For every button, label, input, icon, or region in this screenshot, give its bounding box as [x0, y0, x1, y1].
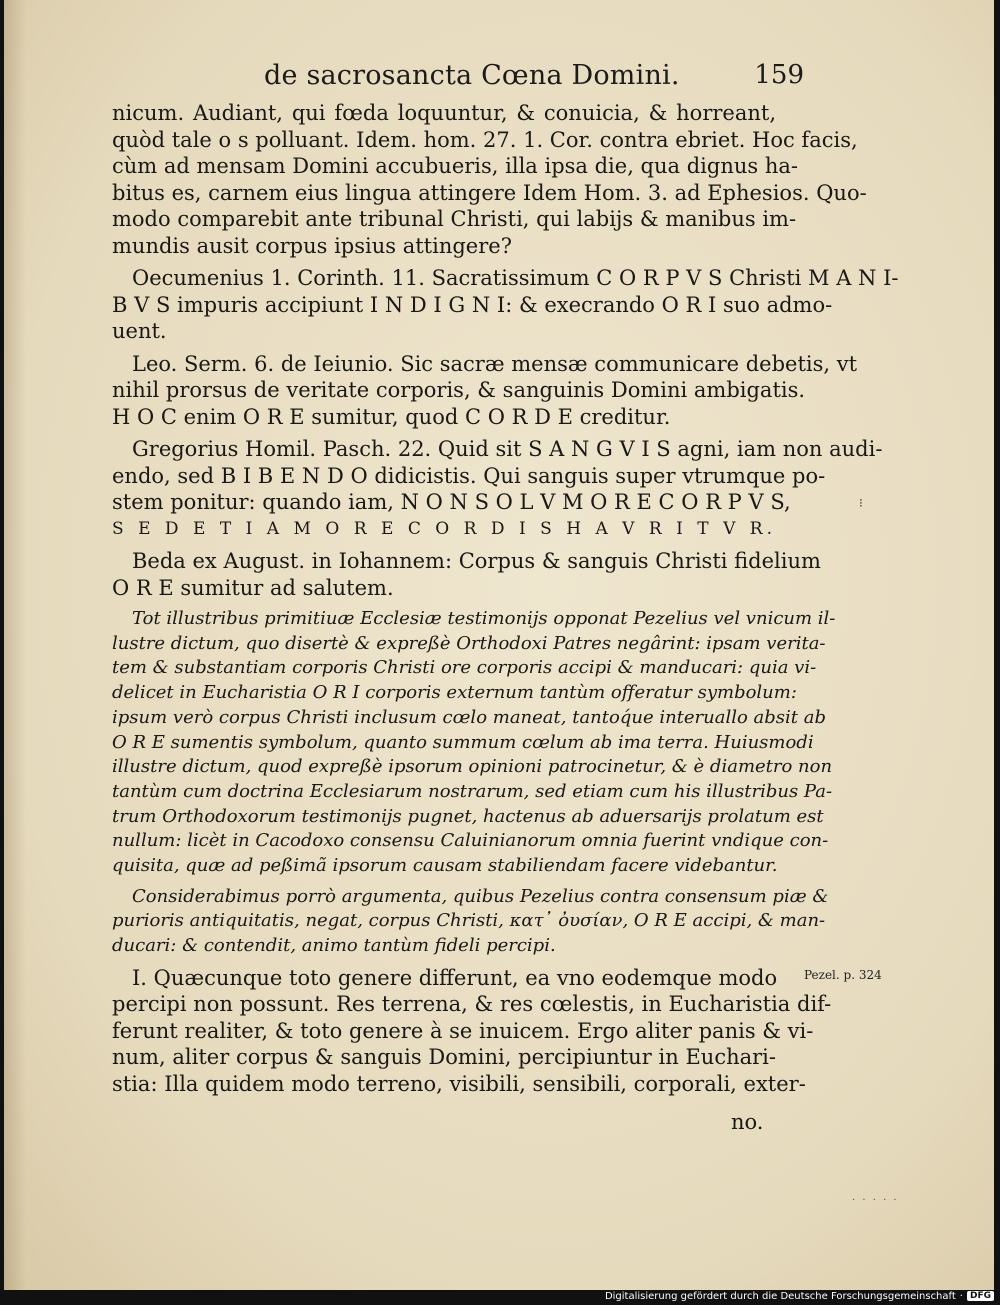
argument-line: percipi non possunt. Res terrena, & res cœlestis, in Eucharistia dif-: [112, 992, 832, 1017]
text-line: quòd tale o s polluant. Idem. hom. 27. 1. Cor. contra ebriet. Hoc facis,: [112, 127, 858, 152]
text-line: H O C enim O R E sumitur, quod C O R D E creditur.: [112, 404, 671, 429]
text-line: Beda ex August. in Iohannem: Corpus & sanguis Christi fidelium: [132, 549, 821, 573]
text-line: Leo. Serm. 6. de Ieiunio. Sic sacræ mensæ communicare debetis, vt: [132, 351, 858, 376]
text-line: S E D E T I A M O R E C O R D I S H A V R I T V R.: [112, 518, 776, 539]
running-title: de sacrosancta Cœna Domini.: [264, 60, 680, 91]
text-line: stem ponitur: quando iam, N O N S O L V M O R E C O R P V S,: [112, 490, 791, 514]
commentary-line: quisita, quæ ad peßimã ipsorum causam stabiliendam facere videbantur.: [112, 855, 778, 877]
footer-credit: Digitalisierung gefördert durch die Deutsche Forschungsgemeinschaft: [604, 1290, 956, 1302]
text-line: nihil prorsus de veritate corporis, & sanguinis Domini ambigatis.: [112, 378, 806, 402]
digitization-footer: Digitalisierung gefördert durch die Deutsche Forschungsgemeinschaft · DFG: [605, 1289, 994, 1303]
margin-mark: ⁝: [859, 496, 863, 510]
commentary-line: tantùm cum doctrina Ecclesiarum nostrarum, sed etiam cum his illustribus Pa-: [112, 780, 833, 802]
page-number: 159: [754, 60, 804, 90]
commentary-line: tem & substantiam corporis Christi ore corporis accipi & manducari: quia vi-: [112, 657, 817, 679]
text-line: mundis ausit corpus ipsius attingere?: [112, 233, 512, 258]
commentary-block: [112, 607, 836, 959]
catchword: no.: [731, 1110, 764, 1134]
text-line: Gregorius Homil. Pasch. 22. Quid sit S A N G V I S agni, iam non audi-: [132, 437, 883, 461]
dfg-logo-icon: DFG: [967, 1291, 994, 1301]
argument-line: ferunt realiter, & toto genere à se inuicem. Ergo aliter panis & vi-: [112, 1018, 814, 1043]
commentary-line: O R E sumentis symbolum, quanto summum cœlum ab ima terra. Huiusmodi: [112, 731, 814, 753]
margin-note: Pezel. p. 324: [804, 968, 882, 982]
commentary-line: illustre dictum, quod expreßè ipsorum opinioni patrocinetur, & è diametro non: [112, 756, 833, 778]
commentary-line: nullum: licèt in Cacodoxo consensu Caluinianorum omnia fuerint vndique con-: [112, 830, 829, 852]
text-line: O R E sumitur ad salutem.: [112, 575, 394, 600]
text-line: bitus es, carnem eius lingua attingere Idem Hom. 3. ad Ephesios. Quo-: [112, 180, 867, 205]
text-line: cùm ad mensam Domini accubueris, illa ipsa die, qua dignus ha-: [112, 154, 798, 178]
commentary-line: trum Orthodoxorum testimonijs pugnet, hactenus ab aduersarijs prolatum est: [112, 805, 824, 827]
commentary-line: delicet in Eucharistia O R I corporis externum tantùm offeratur symbolum:: [112, 682, 797, 704]
commentary-line: purioris antiquitatis, negat, corpus Christi, κατ᾽ ὀυσίαν, O R E accipi, & man-: [112, 910, 826, 932]
text-line: modo comparebit ante tribunal Christi, qui labijs & manibus im-: [112, 207, 797, 231]
text-line: endo, sed B I B E N D O didicistis. Qui sanguis super vtrumque po-: [112, 463, 826, 488]
commentary-line: lustre dictum, quo disertè & expreßè Orthodoxi Patres negârint: ipsam verita-: [112, 632, 826, 654]
argument-line: I. Quæcunque toto genere differunt, ea vno eodemque modo: [132, 965, 778, 990]
text-line: Oecumenius 1. Corinth. 11. Sacratissimum C O R P V S Christi M A N I-: [132, 266, 899, 290]
text-line: nicum. Audiant, qui fœda loquuntur, & conuicia, & horreant,: [112, 101, 776, 125]
commentary-line: ducari: & contendit, animo tantùm fideli percipi.: [112, 935, 556, 957]
book-page: [4, 0, 994, 1290]
margin-dots: · · · · ·: [852, 1195, 899, 1206]
page-header: [104, 60, 804, 100]
argument-line: stia: Illa quidem modo terreno, visibili, sensibili, corporali, exter-: [112, 1071, 806, 1096]
text-line: B V S impuris accipiunt I N D I G N I: & execrando O R I suo admo-: [112, 292, 833, 317]
commentary-line: Tot illustribus primitiuæ Ecclesiæ testimonijs opponat Pezelius vel vnicum il-: [132, 608, 836, 629]
commentary-line: ipsum verò corpus Christi inclusum cœlo maneat, tantoq́ue interuallo absit ab: [112, 706, 827, 728]
argument-line: num, aliter corpus & sanguis Domini, percipiuntur in Euchari-: [112, 1045, 776, 1070]
commentary-line: Considerabimus porrò argumenta, quibus Pezelius contra consensum piæ &: [132, 885, 829, 907]
text-line: uent.: [112, 319, 167, 343]
